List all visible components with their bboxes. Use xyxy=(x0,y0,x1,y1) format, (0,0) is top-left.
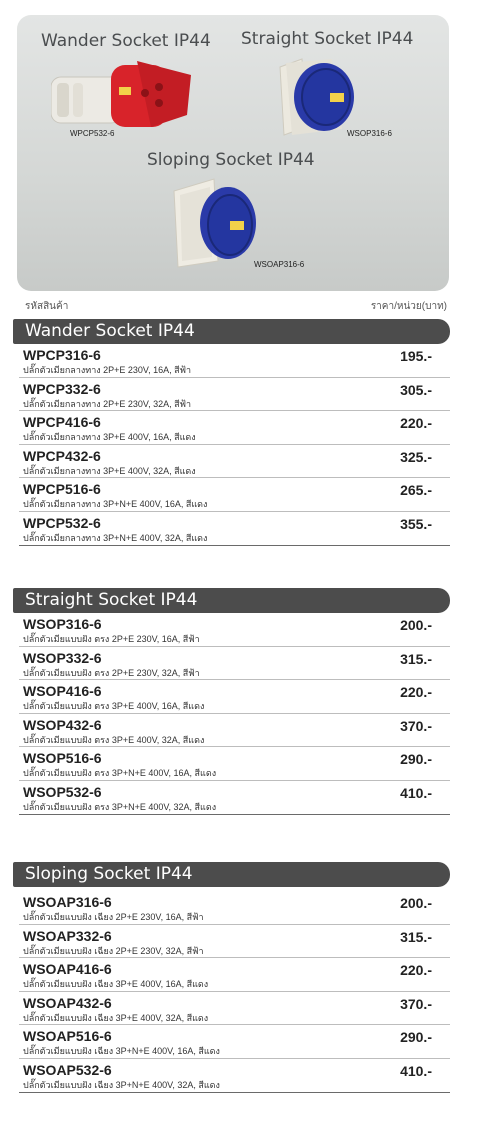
product-row xyxy=(19,647,450,681)
product-description: ปลั๊กตัวเมียแบบฝัง เฉียง 2P+E 230V, 32A, สีฟ้า xyxy=(23,945,204,956)
product-row xyxy=(19,1025,450,1059)
product-code: WPCP332-6 xyxy=(23,380,101,397)
product-row xyxy=(19,445,450,479)
product-description: ปลั๊กตัวเมียแบบฝัง ตรง 2P+E 230V, 32A, สีฟ้า xyxy=(23,667,200,678)
product-row xyxy=(19,378,450,412)
product-description: ปลั๊กตัวเมียแบบฝัง เฉียง 3P+E 400V, 32A, สีแดง xyxy=(23,1012,209,1023)
product-price: 200.- xyxy=(400,895,432,911)
product-price: 370.- xyxy=(400,717,432,734)
product-price: 410.- xyxy=(400,1062,432,1079)
product-code: WPCP432-6 xyxy=(23,447,101,464)
product-price: 305.- xyxy=(400,381,432,398)
product-hero-banner xyxy=(17,15,449,291)
section-wander-socket xyxy=(13,319,450,546)
product-row xyxy=(19,344,450,378)
product-code: WSOAP316-6 xyxy=(23,894,112,910)
wander-socket-code: WPCP532-6 xyxy=(70,129,115,138)
product-description: ปลั๊กตัวเมียกลางทาง 2P+E 230V, 16A, สีฟ้า xyxy=(23,365,192,375)
product-code: WPCP316-6 xyxy=(23,347,101,363)
product-row xyxy=(19,925,450,959)
product-code: WSOAP532-6 xyxy=(23,1061,112,1078)
product-code: WSOP316-6 xyxy=(23,616,102,632)
product-code: WSOAP516-6 xyxy=(23,1028,112,1044)
straight-socket-image xyxy=(272,57,362,139)
product-row xyxy=(19,958,450,992)
product-description: ปลั๊กตัวเมียแบบฝัง เฉียง 3P+N+E 400V, 32A, สีแดง xyxy=(23,1079,220,1090)
product-row xyxy=(19,613,450,647)
product-description: ปลั๊กตัวเมียแบบฝัง เฉียง 3P+N+E 400V, 16A, สีแดง xyxy=(23,1046,220,1056)
section-title-bar: Wander Socket IP44 xyxy=(13,319,450,344)
sloping-socket-code: WSOAP316-6 xyxy=(254,260,305,269)
column-header-code: รหัสสินค้า xyxy=(25,301,69,312)
product-list xyxy=(19,613,450,815)
product-price: 315.- xyxy=(400,928,432,945)
product-price: 220.- xyxy=(400,684,432,700)
product-price: 195.- xyxy=(400,348,432,364)
product-row xyxy=(19,747,450,781)
product-price: 370.- xyxy=(400,995,432,1012)
product-code: WSOP516-6 xyxy=(23,750,102,766)
product-row xyxy=(19,512,450,546)
product-description: ปลั๊กตัวเมียแบบฝัง เฉียง 2P+E 230V, 16A, สีฟ้า xyxy=(23,912,204,922)
product-row xyxy=(19,680,450,714)
product-description: ปลั๊กตัวเมียกลางทาง 3P+E 400V, 32A, สีแดง xyxy=(23,465,196,476)
product-code: WSOAP332-6 xyxy=(23,927,112,944)
product-price: 325.- xyxy=(400,448,432,465)
product-row xyxy=(19,781,450,815)
product-description: ปลั๊กตัวเมียแบบฝัง ตรง 2P+E 230V, 16A, สีฟ้า xyxy=(23,634,200,644)
product-list xyxy=(19,891,450,1093)
product-code: WPCP516-6 xyxy=(23,481,101,497)
product-description: ปลั๊กตัวเมียกลางทาง 3P+N+E 400V, 16A, สีแดง xyxy=(23,499,208,509)
section-straight-socket xyxy=(13,588,450,815)
product-description: ปลั๊กตัวเมียแบบฝัง ตรง 3P+E 400V, 32A, สีแดง xyxy=(23,734,205,745)
product-price: 200.- xyxy=(400,617,432,633)
product-code: WPCP532-6 xyxy=(23,514,101,531)
product-price: 220.- xyxy=(400,962,432,978)
product-price: 315.- xyxy=(400,650,432,667)
section-sloping-socket xyxy=(13,862,450,1093)
sloping-socket-image xyxy=(170,175,260,270)
product-row xyxy=(19,714,450,748)
product-price: 265.- xyxy=(400,482,432,498)
product-row xyxy=(19,411,450,445)
straight-socket-code: WSOP316-6 xyxy=(347,129,392,138)
product-description: ปลั๊กตัวเมียกลางทาง 3P+E 400V, 16A, สีแดง xyxy=(23,432,196,442)
product-description: ปลั๊กตัวเมียแบบฝัง ตรง 3P+N+E 400V, 32A, สีแดง xyxy=(23,801,217,812)
product-price: 290.- xyxy=(400,1029,432,1045)
product-description: ปลั๊กตัวเมียแบบฝัง ตรง 3P+E 400V, 16A, สีแดง xyxy=(23,701,205,711)
product-code: WSOAP432-6 xyxy=(23,994,112,1011)
product-description: ปลั๊กตัวเมียแบบฝัง เฉียง 3P+E 400V, 16A, สีแดง xyxy=(23,979,209,989)
product-price: 290.- xyxy=(400,751,432,767)
product-code: WSOAP416-6 xyxy=(23,961,112,977)
product-code: WSOP332-6 xyxy=(23,649,102,666)
product-row xyxy=(19,891,450,925)
hero-title-straight: Straight Socket IP44 xyxy=(241,29,414,49)
product-code: WPCP416-6 xyxy=(23,414,101,430)
product-price: 410.- xyxy=(400,784,432,801)
hero-title-wander: Wander Socket IP44 xyxy=(41,31,211,51)
product-description: ปลั๊กตัวเมียแบบฝัง ตรง 3P+N+E 400V, 16A, สีแดง xyxy=(23,768,217,778)
product-row xyxy=(19,992,450,1026)
section-title-bar: Sloping Socket IP44 xyxy=(13,862,450,887)
product-price: 355.- xyxy=(400,515,432,532)
product-code: WSOP432-6 xyxy=(23,716,102,733)
section-title-bar: Straight Socket IP44 xyxy=(13,588,450,613)
hero-title-sloping: Sloping Socket IP44 xyxy=(147,150,315,170)
product-code: WSOP416-6 xyxy=(23,683,102,699)
product-description: ปลั๊กตัวเมียกลางทาง 2P+E 230V, 32A, สีฟ้า xyxy=(23,398,192,409)
product-row xyxy=(19,478,450,512)
product-price: 220.- xyxy=(400,415,432,431)
product-description: ปลั๊กตัวเมียกลางทาง 3P+N+E 400V, 32A, สีแดง xyxy=(23,532,208,543)
column-header-price: ราคา/หน่วย(บาท) xyxy=(370,301,447,312)
product-code: WSOP532-6 xyxy=(23,783,102,800)
product-row xyxy=(19,1059,450,1093)
product-list xyxy=(19,344,450,546)
